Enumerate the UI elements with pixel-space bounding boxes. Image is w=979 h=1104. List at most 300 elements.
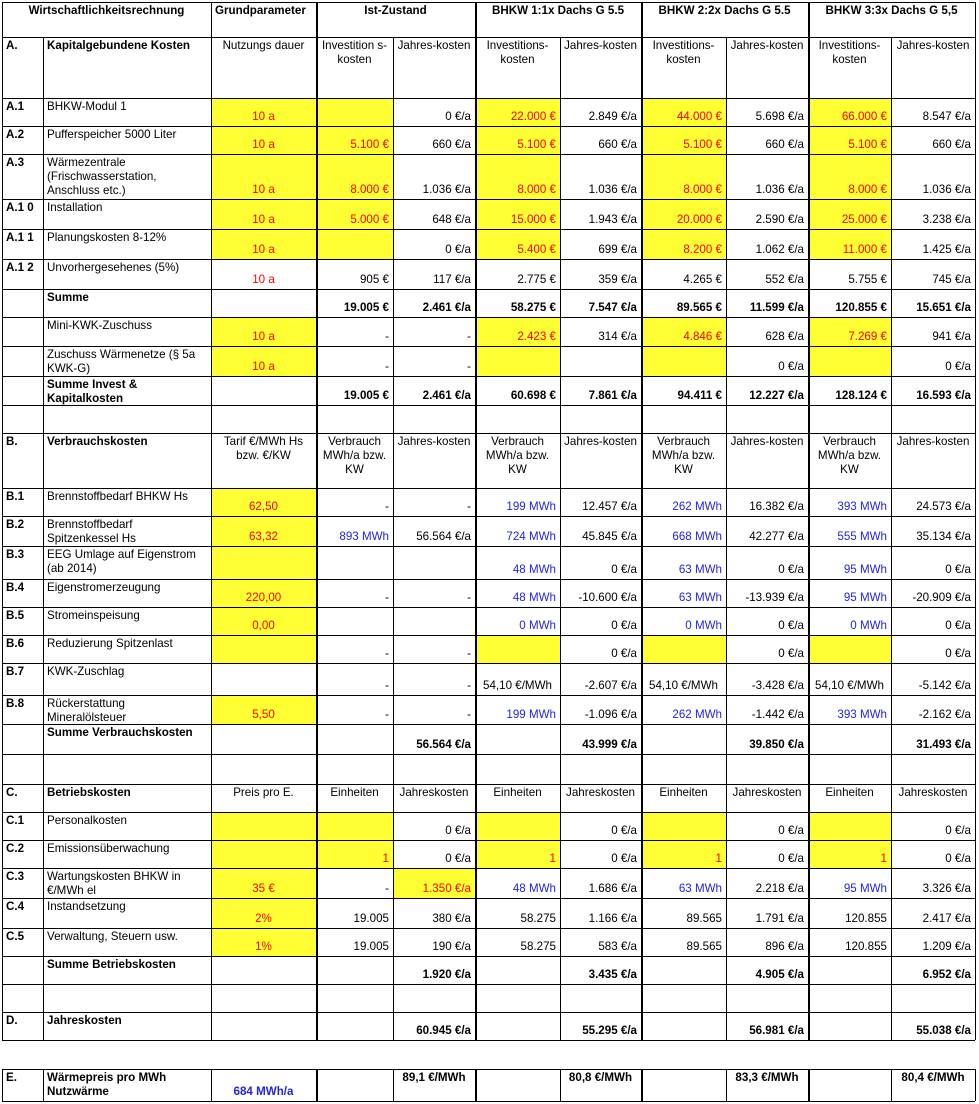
cell-r5-ist-b: 0 €/a — [445, 243, 471, 256]
cell-r20-param: 5,50 — [211, 695, 316, 724]
cell-r7-bhkw1-a: 58.275 € — [510, 301, 556, 314]
cell-r24-bhkw1-b: 0 €/a — [611, 824, 637, 837]
cell-r23-ist-b: Jahreskosten — [399, 786, 469, 799]
cell-r5-bhkw2-b: 1.062 €/a — [755, 243, 804, 256]
row-divider — [2, 956, 975, 957]
cell-r18-bhkw1-b: 0 €/a — [611, 647, 637, 660]
cell-r18-bhkw1-a — [475, 635, 560, 663]
cell-r27-ist-b: 380 €/a — [432, 912, 471, 925]
cell-r12-param: Tarif €/MWh Hs bzw. €/KW — [223, 435, 304, 462]
group-header-1: Grundparameter — [215, 4, 306, 17]
cell-r30-ist-a — [316, 984, 393, 1012]
cell-r26-bhkw3-a: 95 MWh — [843, 882, 887, 895]
cell-r3-bhkw3-a: 8.000 € — [808, 154, 891, 199]
column-divider — [43, 1069, 44, 1101]
cell-r3-bhkw3-b: 1.036 €/a — [922, 183, 971, 196]
row-divider — [2, 1012, 975, 1013]
cell-r2-bhkw1-a: 5.100 € — [475, 126, 560, 154]
cell-r18-bhkw2-b: 0 €/a — [778, 647, 804, 660]
cell-r14-bhkw2-b: 42.277 €/a — [749, 530, 804, 543]
cell-r29-label: Summe Betriebskosten — [47, 958, 176, 971]
row-divider — [2, 1040, 975, 1041]
cell-r22-bhkw3-a — [808, 754, 891, 784]
cell-r9-ist-b: - — [467, 360, 471, 373]
cell-r6-ist-a: 905 € — [359, 273, 389, 286]
cell-r18-param — [211, 635, 316, 663]
cell-r12-bhkw2-b: Jahres-kosten — [730, 435, 804, 448]
cell-r7-param — [211, 289, 316, 317]
cell-r14-bhkw3-a: 555 MWh — [837, 530, 887, 543]
cell-r23-label: Betriebskosten — [47, 786, 131, 799]
row-divider — [2, 754, 975, 755]
cell-r28-bhkw3-b: 1.209 €/a — [922, 940, 971, 953]
column-divider — [393, 1069, 394, 1101]
cell-r10-bhkw2-a: 94.411 € — [677, 389, 722, 402]
cell-r27-bhkw1-b: 1.166 €/a — [588, 912, 637, 925]
cell-r4-bhkw1-b: 1.943 €/a — [588, 213, 637, 226]
cell-r12-label: Verbrauchskosten — [47, 435, 148, 448]
column-divider — [560, 1069, 561, 1101]
cell-r32-bhkw3-b: 80,4 €/MWh — [901, 1071, 965, 1084]
cell-r14-param: 63,32 — [211, 516, 316, 546]
cell-r24-ist-b: 0 €/a — [445, 824, 471, 837]
cell-r5-label: Planungskosten 8-12% — [47, 231, 167, 244]
cell-r19-bhkw3-b: -5.142 €/a — [918, 679, 971, 692]
cell-r28-label: Verwaltung, Steuern usw. — [47, 930, 178, 943]
cell-r25-bhkw3-b: 0 €/a — [945, 852, 971, 865]
cell-r16-bhkw1-a: 48 MWh — [512, 591, 556, 604]
cell-r31-bhkw1-b: 55.295 €/a — [582, 1024, 637, 1037]
column-divider — [891, 37, 892, 1040]
cell-r27-label: Instandsetzung — [47, 900, 126, 913]
row-divider — [2, 317, 975, 318]
cell-r12-code: B. — [6, 435, 18, 448]
cell-r6-label: Unvorhergesehenes (5%) — [47, 261, 180, 274]
cell-r32-param: 684 MWh/a — [233, 1085, 294, 1098]
cell-r9-bhkw1-b — [560, 346, 641, 376]
cell-r2-bhkw2-b: 660 €/a — [765, 138, 804, 151]
cell-r22-bhkw3-b — [891, 754, 975, 784]
cell-r6-ist-b: 117 €/a — [433, 273, 471, 286]
cell-r8-code — [2, 317, 43, 346]
cell-r13-code: B.1 — [6, 490, 25, 503]
row-divider — [2, 37, 975, 38]
cell-r19-bhkw3-a: 54,10 €/MWh — [815, 679, 884, 692]
cell-r10-ist-a: 19.005 € — [343, 389, 389, 402]
cell-r7-label: Summe — [47, 291, 89, 304]
cell-r32-bhkw1-b: 80,8 €/MWh — [568, 1071, 633, 1084]
row-divider — [2, 928, 975, 929]
cell-r3-label: Wärmezentrale (Frischwasserstation, Anschluss etc.) — [47, 156, 157, 197]
cell-r14-code: B.2 — [6, 518, 25, 531]
cell-r8-bhkw1-a: 2.423 € — [475, 317, 560, 346]
cell-r26-bhkw1-a: 48 MWh — [512, 882, 556, 895]
cell-r9-label: Zuschuss Wärmenetze (§ 5a KWK-G) — [47, 348, 196, 375]
group-header-2: Ist-Zustand — [364, 4, 427, 17]
cell-r4-bhkw3-b: 3.238 €/a — [922, 213, 971, 226]
cell-r12-bhkw3-a: Verbrauch MWh/a bzw. KW — [817, 435, 882, 476]
cell-r11-bhkw3-a — [808, 405, 891, 433]
row-divider — [2, 346, 975, 347]
cell-r6-code: A.1 2 — [6, 261, 34, 274]
cell-r12-bhkw1-a: Verbrauch MWh/a bzw. KW — [485, 435, 550, 476]
cell-r20-bhkw3-b: -2.162 €/a — [918, 708, 971, 721]
cell-r17-bhkw1-a: 0 MWh — [519, 619, 556, 632]
cell-r32-bhkw1-a — [475, 1069, 560, 1101]
cell-r22-bhkw2-b — [726, 754, 808, 784]
cell-r4-bhkw2-b: 2.590 €/a — [755, 213, 804, 226]
cell-r13-ist-b: - — [467, 500, 471, 513]
cell-r5-bhkw2-a: 8.200 € — [641, 229, 726, 259]
row-divider — [2, 154, 975, 155]
cell-r0-bhkw3-b: Jahres-kosten — [896, 39, 970, 52]
cell-r14-label: Brennstoffbedarf Spitzenkessel Hs — [47, 518, 136, 545]
cell-r26-bhkw1-b: 1.686 €/a — [588, 882, 637, 895]
group-header-5: BHKW 3:3x Dachs G 5,5 — [825, 4, 958, 17]
cell-r11-label — [43, 405, 211, 433]
cell-r25-label: Emissionsüberwachung — [47, 842, 170, 855]
cell-r11-code — [2, 405, 43, 433]
cell-r29-ist-a — [316, 956, 393, 984]
cell-r11-ist-b — [393, 405, 475, 433]
cell-r23-bhkw1-a: Einheiten — [493, 786, 542, 799]
cell-r26-label: Wartungskosten BHKW in €/MWh el — [47, 870, 181, 897]
cell-r24-bhkw3-b: 0 €/a — [945, 824, 971, 837]
cell-r23-bhkw3-b: Jahreskosten — [898, 786, 968, 799]
cell-r1-bhkw1-a: 22.000 € — [475, 98, 560, 126]
cell-r27-bhkw3-a: 120.855 — [845, 912, 887, 925]
cell-r22-bhkw1-b — [560, 754, 641, 784]
cell-r4-bhkw2-a: 20.000 € — [641, 199, 726, 229]
cell-r9-code — [2, 346, 43, 376]
cell-r15-bhkw1-b: 0 €/a — [611, 563, 637, 576]
cell-r18-bhkw2-a — [641, 635, 726, 663]
cell-r21-ist-b: 56.564 €/a — [416, 738, 471, 751]
cell-r8-bhkw1-b: 314 €/a — [598, 330, 637, 343]
column-divider — [211, 2, 212, 1040]
cell-r21-label: Summe Verbrauchskosten — [47, 726, 193, 739]
cell-r29-bhkw2-b: 4.905 €/a — [755, 968, 804, 981]
cell-r20-bhkw1-b: -1.096 €/a — [584, 708, 637, 721]
cell-r24-bhkw1-a — [475, 812, 560, 840]
cell-r13-bhkw3-b: 24.573 €/a — [916, 500, 971, 513]
cell-r16-bhkw2-b: -13.939 €/a — [745, 591, 804, 604]
cell-r24-label: Personalkosten — [47, 814, 127, 827]
cell-r10-bhkw3-b: 16.593 €/a — [916, 389, 971, 402]
cell-r21-ist-a — [316, 724, 393, 754]
cell-r26-ist-b: 1.350 €/a — [393, 868, 475, 898]
cell-r31-param — [211, 1012, 316, 1040]
cell-r12-ist-b: Jahres-kosten — [397, 435, 471, 448]
cell-r19-bhkw1-a: 54,10 €/MWh — [483, 679, 552, 692]
column-divider — [975, 2, 976, 1040]
cell-r24-param — [211, 812, 316, 840]
cell-r15-code: B.3 — [6, 548, 25, 561]
cell-r4-label: Installation — [47, 201, 103, 214]
cell-r8-ist-a: - — [385, 330, 389, 343]
cell-r12-ist-a: Verbrauch MWh/a bzw. KW — [322, 435, 387, 476]
row-divider — [2, 635, 975, 636]
cell-r9-bhkw1-a — [475, 346, 560, 376]
cell-r29-bhkw3-b: 6.952 €/a — [922, 968, 971, 981]
cell-r31-bhkw3-b: 55.038 €/a — [916, 1024, 971, 1037]
cell-r21-bhkw3-b: 31.493 €/a — [916, 738, 971, 751]
cell-r29-bhkw2-a — [641, 956, 726, 984]
cell-r8-label: Mini-KWK-Zuschuss — [47, 319, 153, 332]
cell-r4-bhkw1-a: 15.000 € — [475, 199, 560, 229]
cell-r7-bhkw3-b: 15.651 €/a — [916, 301, 971, 314]
cell-r17-ist-a — [316, 607, 393, 635]
cell-r2-bhkw3-a: 5.100 € — [808, 126, 891, 154]
column-divider — [475, 2, 477, 1040]
cell-r2-bhkw3-b: 660 €/a — [932, 138, 971, 151]
cell-r16-bhkw2-a: 63 MWh — [678, 591, 722, 604]
cell-r8-bhkw2-b: 628 €/a — [765, 330, 804, 343]
cell-r11-bhkw1-b — [560, 405, 641, 433]
cell-r4-ist-b: 648 €/a — [432, 213, 471, 226]
cell-r10-bhkw3-a: 128.124 € — [835, 389, 887, 402]
row-divider — [2, 199, 975, 200]
cell-r30-bhkw1-a — [475, 984, 560, 1012]
row-divider — [2, 259, 975, 260]
cell-r0-code: A. — [6, 39, 18, 52]
cell-r9-bhkw3-b: 0 €/a — [945, 360, 971, 373]
cell-r1-bhkw1-b: 2.849 €/a — [588, 110, 637, 123]
cell-r22-param — [211, 754, 316, 784]
row-divider — [2, 812, 975, 813]
cell-r6-bhkw2-b: 552 €/a — [765, 273, 804, 286]
cell-r20-bhkw3-a: 393 MWh — [837, 708, 887, 721]
cell-r27-bhkw1-a: 58.275 — [520, 912, 556, 925]
cell-r31-bhkw2-b: 56.981 €/a — [749, 1024, 804, 1037]
cell-r31-bhkw3-a — [808, 1012, 891, 1040]
cell-r6-bhkw1-a: 2.775 € — [517, 273, 556, 286]
cell-r0-bhkw1-b: Jahres-kosten — [564, 39, 637, 52]
column-divider — [641, 2, 643, 1040]
cell-r2-label: Pufferspeicher 5000 Liter — [47, 128, 177, 141]
cell-r5-bhkw1-a: 5.400 € — [475, 229, 560, 259]
cell-r11-ist-a — [316, 405, 393, 433]
cell-r21-code — [2, 724, 43, 754]
cell-r18-ist-b: - — [467, 647, 471, 660]
cell-r32-ist-b: 89,1 €/MWh — [402, 1071, 466, 1084]
cell-r2-bhkw2-a: 5.100 € — [641, 126, 726, 154]
cell-r30-param — [211, 984, 316, 1012]
cell-r5-ist-a — [316, 229, 393, 259]
cell-r22-bhkw2-a — [641, 754, 726, 784]
cell-r1-bhkw2-b: 5.698 €/a — [755, 110, 804, 123]
cell-r27-code: C.4 — [6, 900, 25, 913]
cell-r13-bhkw1-a: 199 MWh — [506, 500, 556, 513]
cell-r10-bhkw2-b: 12.227 €/a — [749, 389, 804, 402]
cell-r26-ist-a: - — [385, 882, 389, 895]
row-divider — [2, 579, 975, 580]
cell-r25-bhkw3-a: 1 — [808, 840, 891, 868]
group-header-4: BHKW 2:2x Dachs G 5.5 — [658, 4, 791, 17]
cell-r2-bhkw1-b: 660 €/a — [598, 138, 637, 151]
column-divider — [211, 1069, 212, 1101]
cell-r23-code: C. — [6, 786, 18, 799]
cell-r27-bhkw3-b: 2.417 €/a — [922, 912, 971, 925]
cell-r29-bhkw3-a — [808, 956, 891, 984]
row-divider — [2, 376, 975, 377]
cell-r28-bhkw2-b: 896 €/a — [765, 940, 804, 953]
column-divider — [726, 37, 727, 1040]
cell-r17-bhkw2-b: 0 €/a — [778, 619, 804, 632]
cell-r13-bhkw2-b: 16.382 €/a — [749, 500, 804, 513]
cell-r3-ist-b: 1.036 €/a — [422, 183, 471, 196]
cell-r31-bhkw1-a — [475, 1012, 560, 1040]
cell-r13-ist-a: - — [385, 500, 389, 513]
cell-r28-bhkw1-a: 58.275 — [520, 940, 556, 953]
column-divider — [975, 1069, 976, 1101]
cell-r32-bhkw2-b: 83,3 €/MWh — [735, 1071, 799, 1084]
cell-r8-bhkw2-a: 4.846 € — [641, 317, 726, 346]
cell-r22-bhkw1-a — [475, 754, 560, 784]
cell-r9-ist-a: - — [385, 360, 389, 373]
cell-r8-bhkw3-b: 941 €/a — [932, 330, 971, 343]
cell-r28-param: 1% — [211, 928, 316, 956]
cell-r3-ist-a: 8.000 € — [316, 154, 393, 199]
cell-r13-bhkw3-a: 393 MWh — [837, 500, 887, 513]
cell-r18-ist-a: - — [385, 647, 389, 660]
cell-r20-ist-b: - — [467, 708, 471, 721]
cell-r18-bhkw3-b: 0 €/a — [945, 647, 971, 660]
cell-r18-bhkw3-a — [808, 635, 891, 663]
cell-r22-code — [2, 754, 43, 784]
row-divider — [2, 724, 975, 725]
cell-r20-code: B.8 — [6, 697, 25, 710]
cell-r26-bhkw3-b: 3.326 €/a — [922, 882, 971, 895]
cell-r31-ist-a — [316, 1012, 393, 1040]
cell-r30-code — [2, 984, 43, 1012]
cell-r17-ist-b — [393, 607, 475, 635]
cell-r6-bhkw3-b: 745 €/a — [932, 273, 971, 286]
cell-r16-bhkw1-b: -10.600 €/a — [578, 591, 637, 604]
cell-r16-bhkw3-a: 95 MWh — [843, 591, 887, 604]
cell-r1-label: BHKW-Modul 1 — [47, 100, 127, 113]
cell-r7-ist-b: 2.461 €/a — [422, 301, 471, 314]
cell-r30-bhkw2-a — [641, 984, 726, 1012]
cell-r15-bhkw3-a: 95 MWh — [843, 563, 887, 576]
cell-r6-bhkw1-b: 359 €/a — [598, 273, 637, 286]
row-divider — [2, 868, 975, 869]
cell-r3-bhkw2-b: 1.036 €/a — [755, 183, 804, 196]
cell-r10-param — [211, 376, 316, 405]
cell-r5-bhkw1-b: 699 €/a — [598, 243, 637, 256]
cell-r16-ist-b: - — [467, 591, 471, 604]
cell-r7-ist-a: 19.005 € — [343, 301, 389, 314]
cell-r9-param: 10 a — [211, 346, 316, 376]
cell-r10-bhkw1-b: 7.861 €/a — [588, 389, 637, 402]
column-divider — [475, 1069, 477, 1101]
cell-r30-bhkw3-b — [891, 984, 975, 1012]
cell-r13-param: 62,50 — [211, 488, 316, 516]
cell-r15-ist-a — [316, 546, 393, 579]
cell-r19-code: B.7 — [6, 665, 25, 678]
column-divider — [393, 37, 394, 1040]
cell-r14-bhkw1-a: 724 MWh — [506, 530, 556, 543]
cell-r1-ist-b: 0 €/a — [445, 110, 471, 123]
cell-r29-param — [211, 956, 316, 984]
cell-r0-bhkw1-a: Investitions-kosten — [486, 39, 549, 66]
cell-r12-bhkw2-a: Verbrauch MWh/a bzw. KW — [651, 435, 716, 476]
cell-r19-param — [211, 663, 316, 695]
cell-r30-ist-b — [393, 984, 475, 1012]
cell-r0-label: Kapitalgebundene Kosten — [47, 39, 191, 52]
cell-r1-bhkw3-a: 66.000 € — [808, 98, 891, 126]
cell-r11-param — [211, 405, 316, 433]
row-divider — [2, 405, 975, 406]
column-divider — [641, 1069, 643, 1101]
cell-r28-ist-b: 190 €/a — [432, 940, 471, 953]
cell-r17-bhkw3-b: 0 €/a — [945, 619, 971, 632]
cell-r25-bhkw1-b: 0 €/a — [611, 852, 637, 865]
cell-r32-bhkw3-a — [808, 1069, 891, 1101]
cell-r4-ist-a: 5.000 € — [316, 199, 393, 229]
cell-r31-ist-b: 60.945 €/a — [416, 1024, 471, 1037]
cell-r26-bhkw2-a: 63 MWh — [678, 882, 722, 895]
cell-r20-bhkw2-b: -1.442 €/a — [751, 708, 804, 721]
cell-r6-bhkw2-a: 4.265 € — [683, 273, 722, 286]
cell-r6-bhkw3-a: 5.755 € — [848, 273, 887, 286]
cell-r2-ist-a: 5.100 € — [316, 126, 393, 154]
cell-r10-bhkw1-a: 60.698 € — [510, 389, 556, 402]
row-divider — [2, 1069, 975, 1070]
cell-r14-ist-a: 893 MWh — [339, 530, 389, 543]
cell-r29-ist-b: 1.920 €/a — [422, 968, 471, 981]
row-divider — [2, 898, 975, 899]
cell-r22-ist-a — [316, 754, 393, 784]
cell-r22-ist-b — [393, 754, 475, 784]
cell-r6-param: 10 a — [252, 273, 275, 286]
cell-r7-bhkw2-b: 11.599 €/a — [749, 301, 804, 314]
column-divider — [808, 1069, 810, 1101]
cell-r28-bhkw3-a: 120.855 — [845, 940, 887, 953]
column-divider — [316, 1069, 318, 1101]
cell-r11-bhkw3-b — [891, 405, 975, 433]
cell-r0-ist-a: Investition s-kosten — [321, 39, 388, 66]
cell-r21-bhkw3-a — [808, 724, 891, 754]
column-divider — [808, 2, 810, 1040]
cell-r3-code: A.3 — [6, 156, 25, 169]
cell-r17-bhkw1-b: 0 €/a — [611, 619, 637, 632]
cell-r10-code — [2, 376, 43, 405]
cell-r2-code: A.2 — [6, 128, 25, 141]
row-divider — [2, 840, 975, 841]
cell-r23-bhkw1-b: Jahreskosten — [566, 786, 635, 799]
row-divider — [2, 1101, 975, 1102]
column-divider — [560, 37, 561, 1040]
cell-r1-code: A.1 — [6, 100, 25, 113]
cell-r13-bhkw1-b: 12.457 €/a — [582, 500, 637, 513]
cell-r22-label — [43, 754, 211, 784]
cell-r17-param: 0,00 — [211, 607, 316, 635]
row-divider — [2, 784, 975, 785]
cell-r24-bhkw2-b: 0 €/a — [778, 824, 804, 837]
cell-r3-bhkw1-b: 1.036 €/a — [588, 183, 637, 196]
cell-r8-ist-b: - — [467, 330, 471, 343]
cell-r2-param: 10 a — [211, 126, 316, 154]
row-divider — [2, 695, 975, 696]
cell-r0-bhkw2-a: Investitions-kosten — [652, 39, 715, 66]
cell-r24-bhkw3-a — [808, 812, 891, 840]
row-divider — [2, 289, 975, 290]
cell-r8-param: 10 a — [211, 317, 316, 346]
cell-r23-bhkw2-a: Einheiten — [659, 786, 708, 799]
cell-r20-label: Rückerstattung Mineralölsteuer — [47, 697, 127, 724]
cell-r19-bhkw2-b: -3.428 €/a — [751, 679, 804, 692]
